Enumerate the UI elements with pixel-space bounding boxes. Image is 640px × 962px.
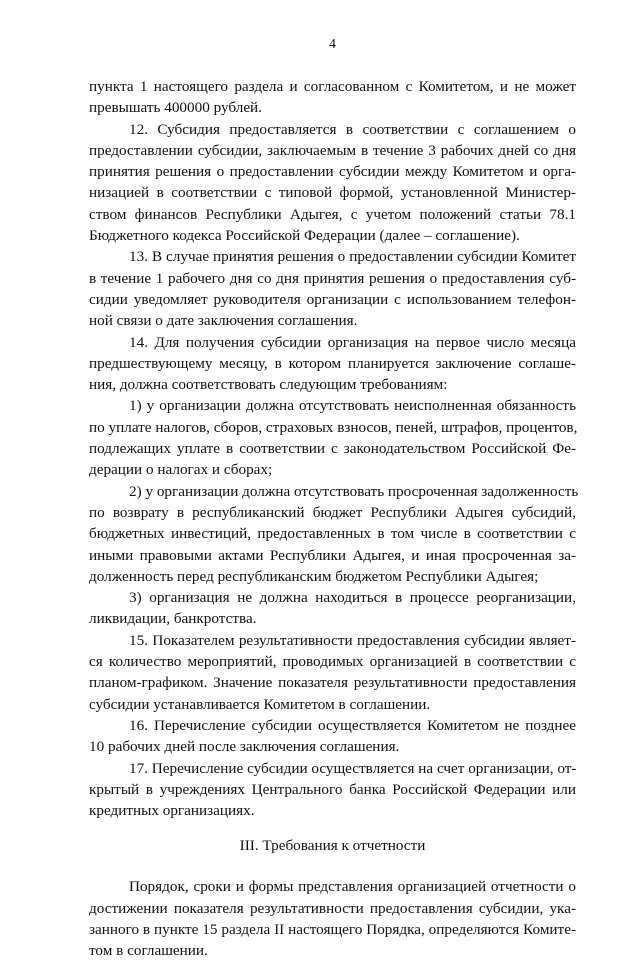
paragraph-line: подлежащих уплате в соответствии с законодательством Российской Фе- — [89, 440, 576, 458]
paragraph-line: сидии уведомляет руководителя организации с использованием телефон- — [89, 290, 576, 308]
paragraph-line: 15. Показателем результативности предоставления субсидии являет- — [129, 631, 576, 649]
paragraph-line: принятия решения о предоставлении субсидии между Комитетом и орга- — [89, 163, 576, 181]
paragraph-p_reporting — [89, 876, 576, 961]
paragraph-line: дерации о налогах и сборах; — [89, 461, 273, 479]
paragraph-line: 1) у организации должна отсутствовать неисполненная обязанность — [129, 397, 576, 415]
paragraph-line: предшествующему месяцу, в котором планируется заключение соглаше- — [89, 354, 576, 372]
paragraph-line: 16. Перечисление субсидии осуществляется Комитетом не позднее — [129, 716, 576, 734]
paragraph-p14_3 — [89, 587, 576, 630]
paragraph-line: предоставлении субсидии, заключаемым в течение 3 рабочих дней со дня — [89, 141, 576, 159]
paragraph-line: бюджетных инвестиций, предоставленных в том числе в соответствии с — [89, 525, 576, 543]
paragraph-line: 13. В случае принятия решения о предоставлении субсидии Комитет — [129, 248, 576, 266]
top-paragraphs — [89, 76, 579, 821]
paragraph-line: по уплате налогов, сборов, страховых взносов, пеней, штрафов, процентов, — [89, 418, 578, 436]
paragraph-line: кредитных организациях. — [89, 802, 255, 820]
paragraph-p14 — [89, 332, 576, 396]
paragraph-line: субсидии устанавливается Комитетом в соглашении. — [89, 695, 431, 713]
paragraph-line: долженность перед республиканским бюджетом Республики Адыгея; — [89, 567, 539, 585]
paragraph-line: ся количество мероприятий, проводимых организацией в соответствии с — [89, 653, 576, 671]
paragraph-line: ством финансов Республики Адыгея, с учетом положений статьи 78.1 — [89, 205, 576, 223]
paragraph-line: достижении показателя результативности предоставления субсидии, ука- — [89, 899, 576, 917]
paragraph-p14_2 — [89, 481, 579, 587]
bottom-paragraphs — [89, 876, 576, 961]
paragraph-line: иными правовыми актами Республики Адыгея, и иная просроченная за- — [89, 546, 576, 564]
paragraph-line: 3) организация не должна находиться в процессе реорганизации, — [129, 589, 576, 607]
paragraph-p15 — [89, 630, 576, 715]
paragraph-line: ния, должна соответствовать следующим требованиям: — [89, 376, 448, 394]
paragraph-p16 — [89, 715, 576, 758]
paragraph-line: занного в пункте 15 раздела II настоящего Порядка, определяются Комите- — [89, 920, 576, 938]
page-number: 4 — [329, 37, 336, 52]
paragraph-line: ной связи о дате заключения соглашения. — [89, 312, 358, 330]
paragraph-line: низацией в соответствии с типовой формой, установленной Министер- — [89, 184, 576, 202]
paragraph-line: планом-графиком. Значение показателя результативности предоставления — [89, 674, 576, 692]
paragraph-p17 — [89, 758, 576, 822]
paragraph-line: Бюджетного кодекса Российской Федерации (далее – соглашение). — [89, 227, 520, 245]
section-title: III. Требования к отчетности — [239, 837, 426, 855]
paragraph-p14_1 — [89, 395, 576, 480]
paragraph-line: 14. Для получения субсидии организация на первое число месяца — [129, 333, 576, 351]
paragraph-line: Порядок, сроки и формы представления организацией отчетности о — [129, 878, 576, 896]
paragraph-line: превышать 400000 рублей. — [89, 99, 262, 117]
paragraph-p0 — [89, 76, 576, 119]
paragraph-line: 17. Перечисление субсидии осуществляется на счет организации, от- — [129, 759, 577, 777]
document-body — [89, 76, 579, 962]
paragraph-line: крытый в учреждениях Центрального банка Российской Федерации или — [89, 780, 576, 798]
paragraph-line: ликвидации, банкротства. — [89, 610, 257, 628]
paragraph-line: пункта 1 настоящего раздела и согласованном с Комитетом, и не может — [89, 78, 576, 95]
paragraph-p13 — [89, 246, 576, 331]
paragraph-line: том в соглашении. — [89, 942, 208, 960]
paragraph-line: 2) у организации должна отсутствовать просроченная задолженность — [129, 482, 579, 500]
paragraph-p12 — [89, 119, 576, 247]
paragraph-line: 12. Субсидия предоставляется в соответствии с соглашением о — [129, 120, 576, 138]
paragraph-line: в течение 1 рабочего дня со дня принятия решения о предоставления суб- — [89, 269, 576, 287]
paragraph-line: 10 рабочих дней после заключения соглашения. — [89, 738, 400, 756]
paragraph-line: по возврату в республиканский бюджет Республики Адыгея субсидий, — [89, 503, 576, 521]
